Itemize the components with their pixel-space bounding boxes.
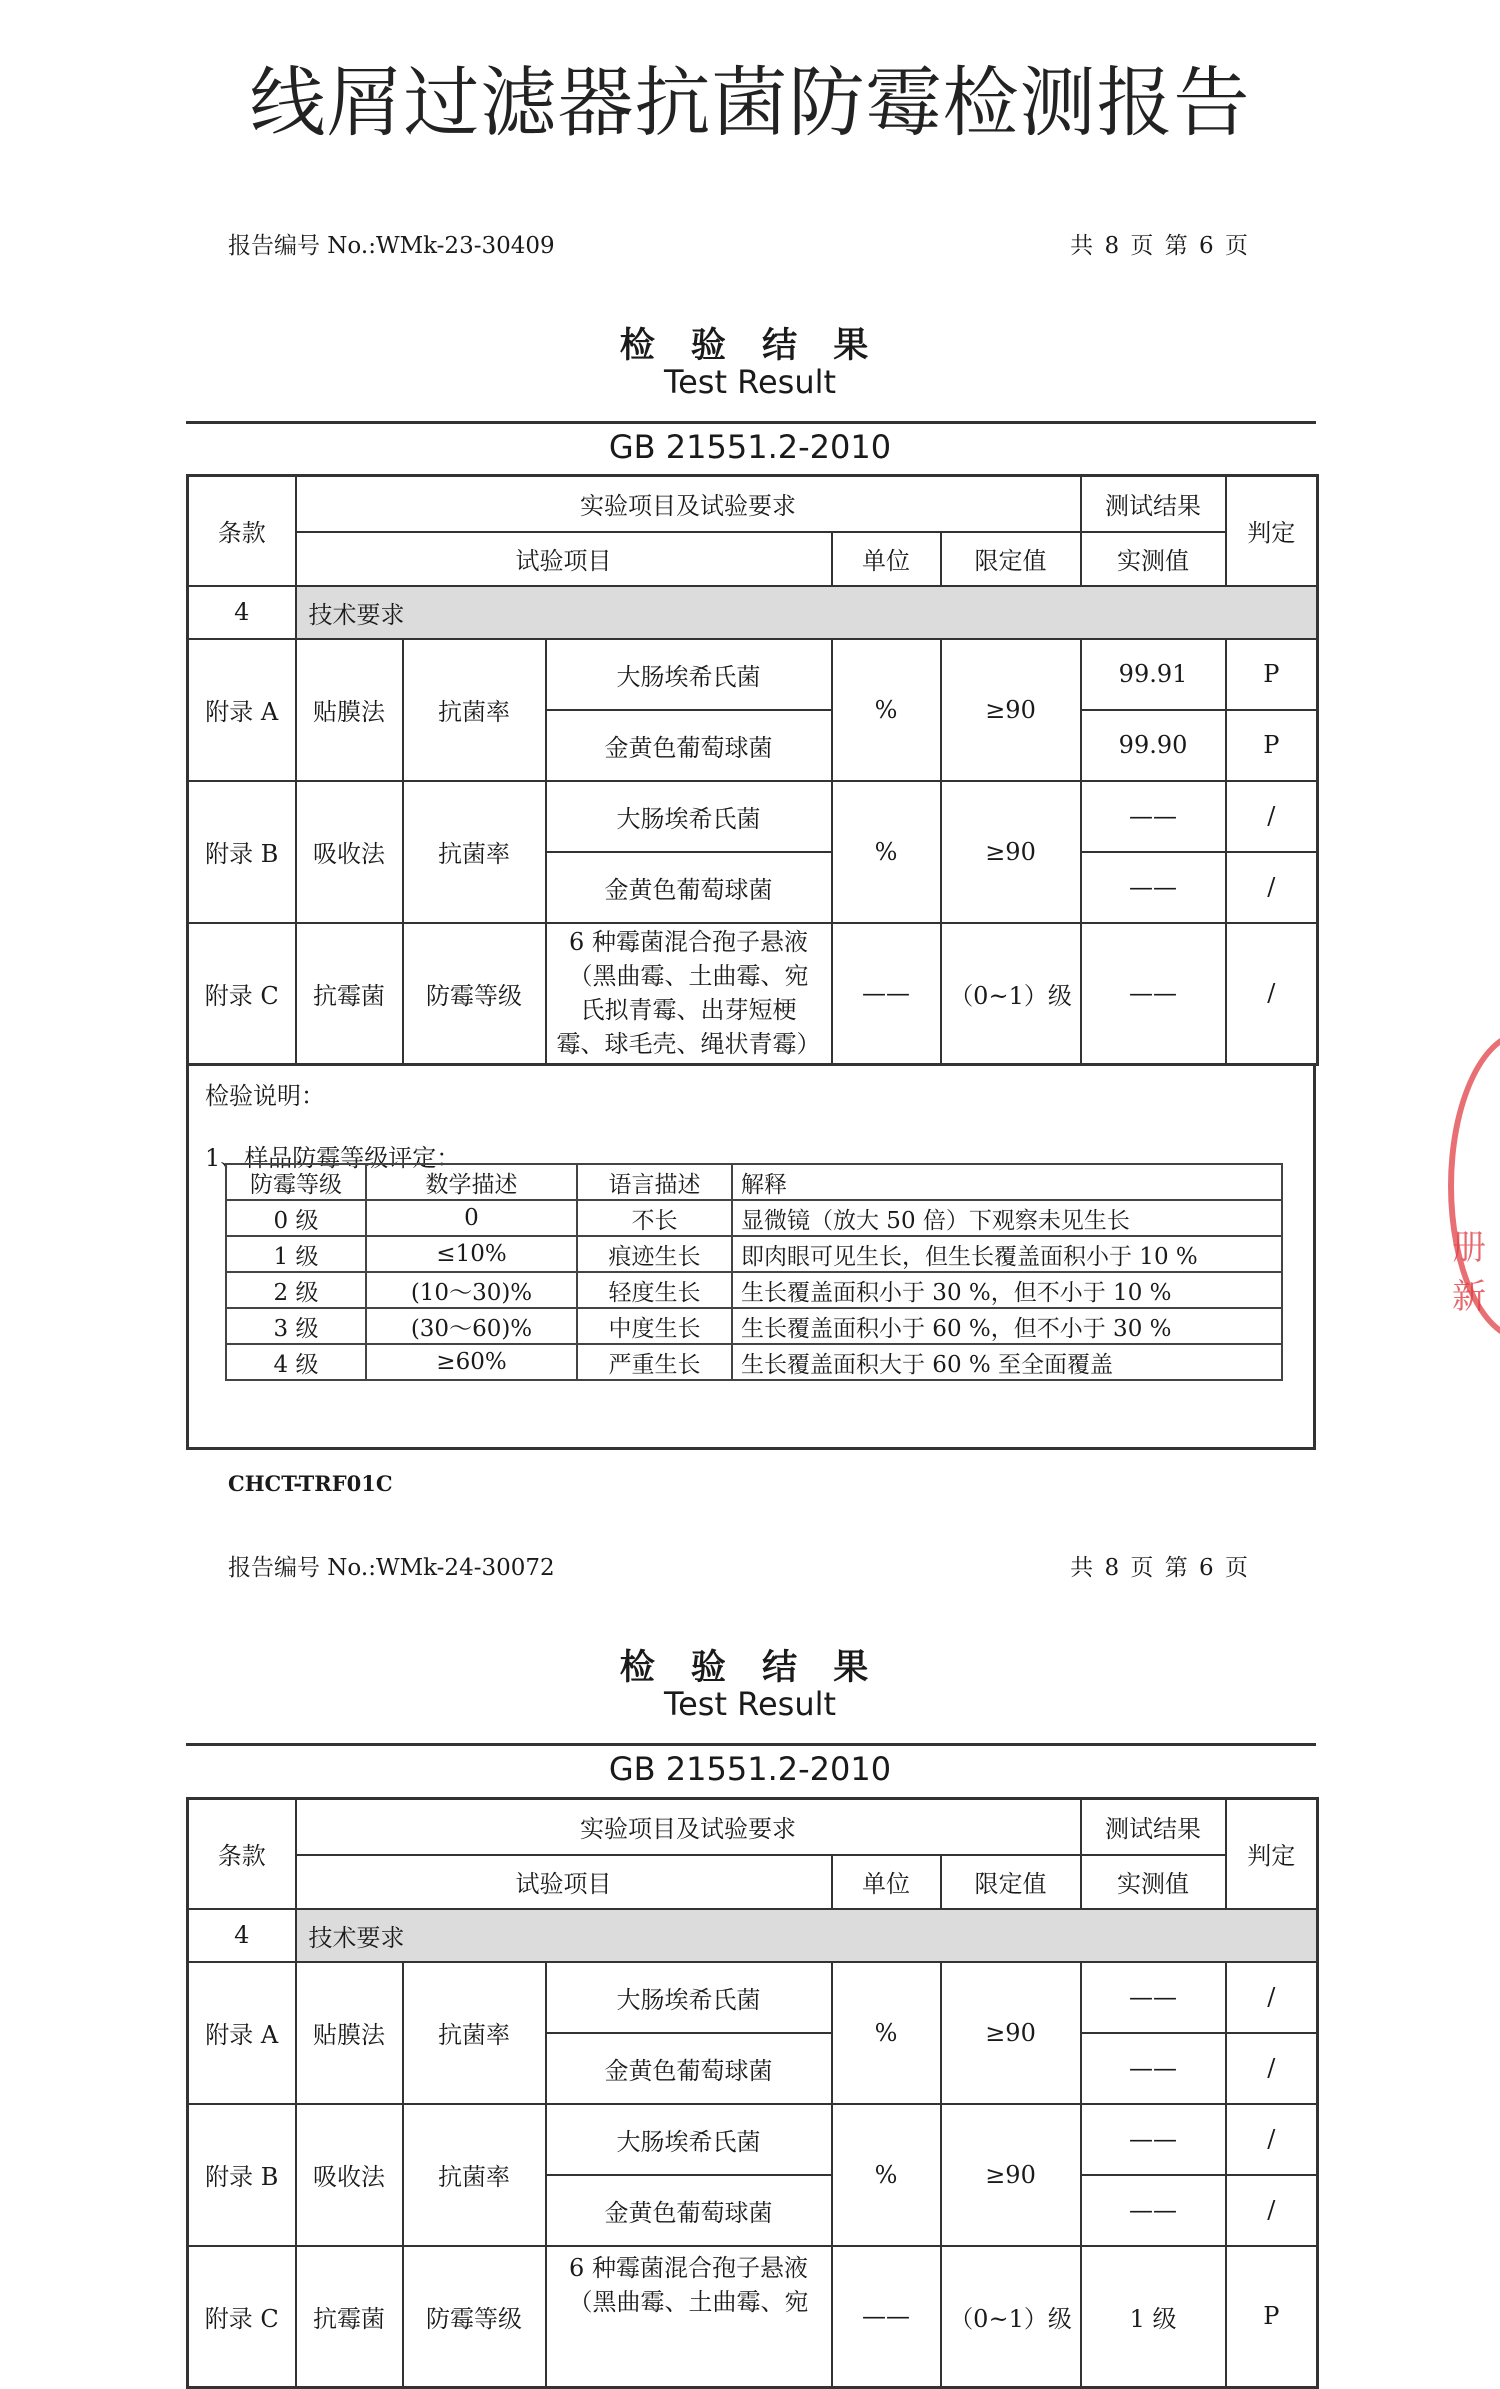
judge-a1: P <box>1226 639 1318 710</box>
section-name: 技术要求 <box>296 586 1318 639</box>
limit-b: ≥90 <box>941 2104 1081 2246</box>
divider <box>186 1743 1316 1746</box>
organism-2: 金黄色葡萄球菌 <box>546 852 832 923</box>
grade-cell: 生长覆盖面积大于 60 % 至全面覆盖 <box>732 1344 1282 1380</box>
metric-a: 抗菌率 <box>403 1962 546 2104</box>
judge-c: P <box>1226 2246 1318 2388</box>
method-c: 抗霉菌 <box>296 2246 403 2388</box>
mold-mixture-line: 6 种霉菌混合孢子悬液 <box>569 928 808 957</box>
grade-cell: 轻度生长 <box>577 1272 732 1308</box>
clause-header: 条款 <box>188 1799 296 1909</box>
organism-2: 金黄色葡萄球菌 <box>546 710 832 781</box>
metric-b: 抗菌率 <box>403 2104 546 2246</box>
method-c: 抗霉菌 <box>296 923 403 1065</box>
measured-a1: —— <box>1081 1962 1226 2033</box>
appendix-a: 附录 A <box>188 1962 296 2104</box>
table-row <box>226 1344 1282 1380</box>
test-item-header: 试验项目 <box>296 1855 832 1909</box>
metric-c: 防霉等级 <box>403 923 546 1065</box>
grade-cell: 3 级 <box>226 1308 366 1344</box>
organism-1: 大肠埃希氏菌 <box>546 1962 832 2033</box>
grade-cell: (30～60)% <box>366 1308 577 1344</box>
form-code: CHCT-TRF01C <box>228 1471 393 1496</box>
mold-mixture <box>546 923 832 1065</box>
grade-cell: (10～30)% <box>366 1272 577 1308</box>
mold-mixture-line: 氏拟青霉、出芽短梗 <box>580 996 797 1025</box>
grade-cell: 2 级 <box>226 1272 366 1308</box>
table-row <box>226 1236 1282 1272</box>
judge-b1: / <box>1226 2104 1318 2175</box>
judgement-header: 判定 <box>1226 476 1318 586</box>
grade-cell: 生长覆盖面积小于 30 %，但不小于 10 % <box>732 1272 1282 1308</box>
measured-a1: 99.91 <box>1081 639 1226 710</box>
limit-header: 限定值 <box>941 532 1081 586</box>
page-title: 线屑过滤器抗菌防霉检测报告 <box>249 58 1251 147</box>
grade-cell: 生长覆盖面积小于 60 %，但不小于 30 % <box>732 1308 1282 1344</box>
limit-header: 限定值 <box>941 1855 1081 1909</box>
grade-cell: 1 级 <box>226 1236 366 1272</box>
mold-mixture-line: （黑曲霉、土曲霉、宛 <box>568 2287 809 2316</box>
unit-c: —— <box>832 2246 941 2388</box>
grade-cell: 严重生长 <box>577 1344 732 1380</box>
divider <box>186 421 1316 424</box>
section-name: 技术要求 <box>296 1909 1318 1962</box>
method-a: 贴膜法 <box>296 639 403 781</box>
mold-mixture-line: （黑曲霉、土曲霉、宛 <box>568 962 809 991</box>
grade-col-header: 解释 <box>732 1164 1282 1200</box>
test-result-header: 测试结果 <box>1081 476 1226 532</box>
grade-cell: 即肉眼可见生长，但生长覆盖面积小于 10 % <box>732 1236 1282 1272</box>
judge-a1: / <box>1226 1962 1318 2033</box>
unit-header: 单位 <box>832 1855 941 1909</box>
report-number: 报告编号 No.:WMk-24-30072 <box>228 1555 555 1581</box>
measured-header: 实测值 <box>1081 1855 1226 1909</box>
measured-a2: —— <box>1081 2033 1226 2104</box>
method-b: 吸收法 <box>296 2104 403 2246</box>
section-number: 4 <box>188 586 296 639</box>
measured-b1: —— <box>1081 2104 1226 2175</box>
judge-c: / <box>1226 923 1318 1065</box>
result-title: 检 验 结 果 <box>619 325 881 366</box>
unit-b: % <box>832 2104 941 2246</box>
appendix-c: 附录 C <box>188 2246 296 2388</box>
items-requirements-header: 实验项目及试验要求 <box>296 476 1081 532</box>
clause-header: 条款 <box>188 476 296 586</box>
mold-mixture-line: 霉、球毛壳、绳状青霉） <box>556 1030 821 1059</box>
unit-c: —— <box>832 923 941 1065</box>
grade-cell: 0 <box>366 1200 577 1236</box>
appendix-c: 附录 C <box>188 923 296 1065</box>
mold-mixture <box>546 2246 832 2388</box>
test-item-header: 试验项目 <box>296 532 832 586</box>
measured-header: 实测值 <box>1081 532 1226 586</box>
method-b: 吸收法 <box>296 781 403 923</box>
metric-b: 抗菌率 <box>403 781 546 923</box>
report-number: 报告编号 No.:WMk-23-30409 <box>228 233 555 259</box>
organism-2: 金黄色葡萄球菌 <box>546 2033 832 2104</box>
items-requirements-header: 实验项目及试验要求 <box>296 1799 1081 1855</box>
organism-2: 金黄色葡萄球菌 <box>546 2175 832 2246</box>
table-row <box>226 1272 1282 1308</box>
table-row <box>226 1200 1282 1236</box>
organism-1: 大肠埃希氏菌 <box>546 781 832 852</box>
limit-a: ≥90 <box>941 639 1081 781</box>
measured-c: 1 级 <box>1081 2246 1226 2388</box>
judge-a2: P <box>1226 710 1318 781</box>
page-count: 共 8 页 第 6 页 <box>1070 1555 1250 1581</box>
unit-header: 单位 <box>832 532 941 586</box>
limit-b: ≥90 <box>941 781 1081 923</box>
grade-cell: 显微镜（放大 50 倍）下观察未见生长 <box>732 1200 1282 1236</box>
standard-code: GB 21551.2-2010 <box>608 1750 892 1788</box>
grade-cell: ≥60% <box>366 1344 577 1380</box>
grade-heading: 1、样品防霉等级评定： <box>205 1144 461 1172</box>
measured-a2: 99.90 <box>1081 710 1226 781</box>
measured-b1: —— <box>1081 781 1226 852</box>
grade-cell: 痕迹生长 <box>577 1236 732 1272</box>
grade-col-header: 语言描述 <box>577 1164 732 1200</box>
grade-cell: 不长 <box>577 1200 732 1236</box>
grade-cell: 0 级 <box>226 1200 366 1236</box>
limit-c: （0~1）级 <box>941 2246 1081 2388</box>
judge-b2: / <box>1226 852 1318 923</box>
section-number: 4 <box>188 1909 296 1962</box>
measured-c: —— <box>1081 923 1226 1065</box>
table-row <box>226 1308 1282 1344</box>
unit-a: % <box>832 639 941 781</box>
appendix-b: 附录 B <box>188 781 296 923</box>
judge-a2: / <box>1226 2033 1318 2104</box>
result-subtitle: Test Result <box>663 1685 837 1723</box>
page-count: 共 8 页 第 6 页 <box>1070 233 1250 259</box>
mold-grade-table <box>225 1163 1283 1381</box>
grade-col-header: 数学描述 <box>366 1164 577 1200</box>
grade-cell: 中度生长 <box>577 1308 732 1344</box>
grade-cell: 4 级 <box>226 1344 366 1380</box>
result-title: 检 验 结 果 <box>619 1647 881 1688</box>
measured-b2: —— <box>1081 2175 1226 2246</box>
judge-b2: / <box>1226 2175 1318 2246</box>
standard-code: GB 21551.2-2010 <box>608 428 892 466</box>
unit-a: % <box>832 1962 941 2104</box>
grade-col-header: 防霉等级 <box>226 1164 366 1200</box>
unit-b: % <box>832 781 941 923</box>
method-a: 贴膜法 <box>296 1962 403 2104</box>
result-subtitle: Test Result <box>663 363 837 401</box>
judge-b1: / <box>1226 781 1318 852</box>
test-result-header: 测试结果 <box>1081 1799 1226 1855</box>
organism-1: 大肠埃希氏菌 <box>546 639 832 710</box>
seal-stamp-text: 册新 <box>1452 1228 1486 1317</box>
limit-a: ≥90 <box>941 1962 1081 2104</box>
appendix-b: 附录 B <box>188 2104 296 2246</box>
test-notes <box>186 1066 1316 1450</box>
mold-mixture-line: 6 种霉菌混合孢子悬液 <box>569 2253 808 2282</box>
notes-title: 检验说明： <box>205 1082 325 1110</box>
result-table <box>186 1797 1319 2389</box>
result-table <box>186 474 1319 1066</box>
metric-a: 抗菌率 <box>403 639 546 781</box>
judgement-header: 判定 <box>1226 1799 1318 1909</box>
organism-1: 大肠埃希氏菌 <box>546 2104 832 2175</box>
grade-cell: ≤10% <box>366 1236 577 1272</box>
metric-c: 防霉等级 <box>403 2246 546 2388</box>
limit-c: （0~1）级 <box>941 923 1081 1065</box>
appendix-a: 附录 A <box>188 639 296 781</box>
measured-b2: —— <box>1081 852 1226 923</box>
